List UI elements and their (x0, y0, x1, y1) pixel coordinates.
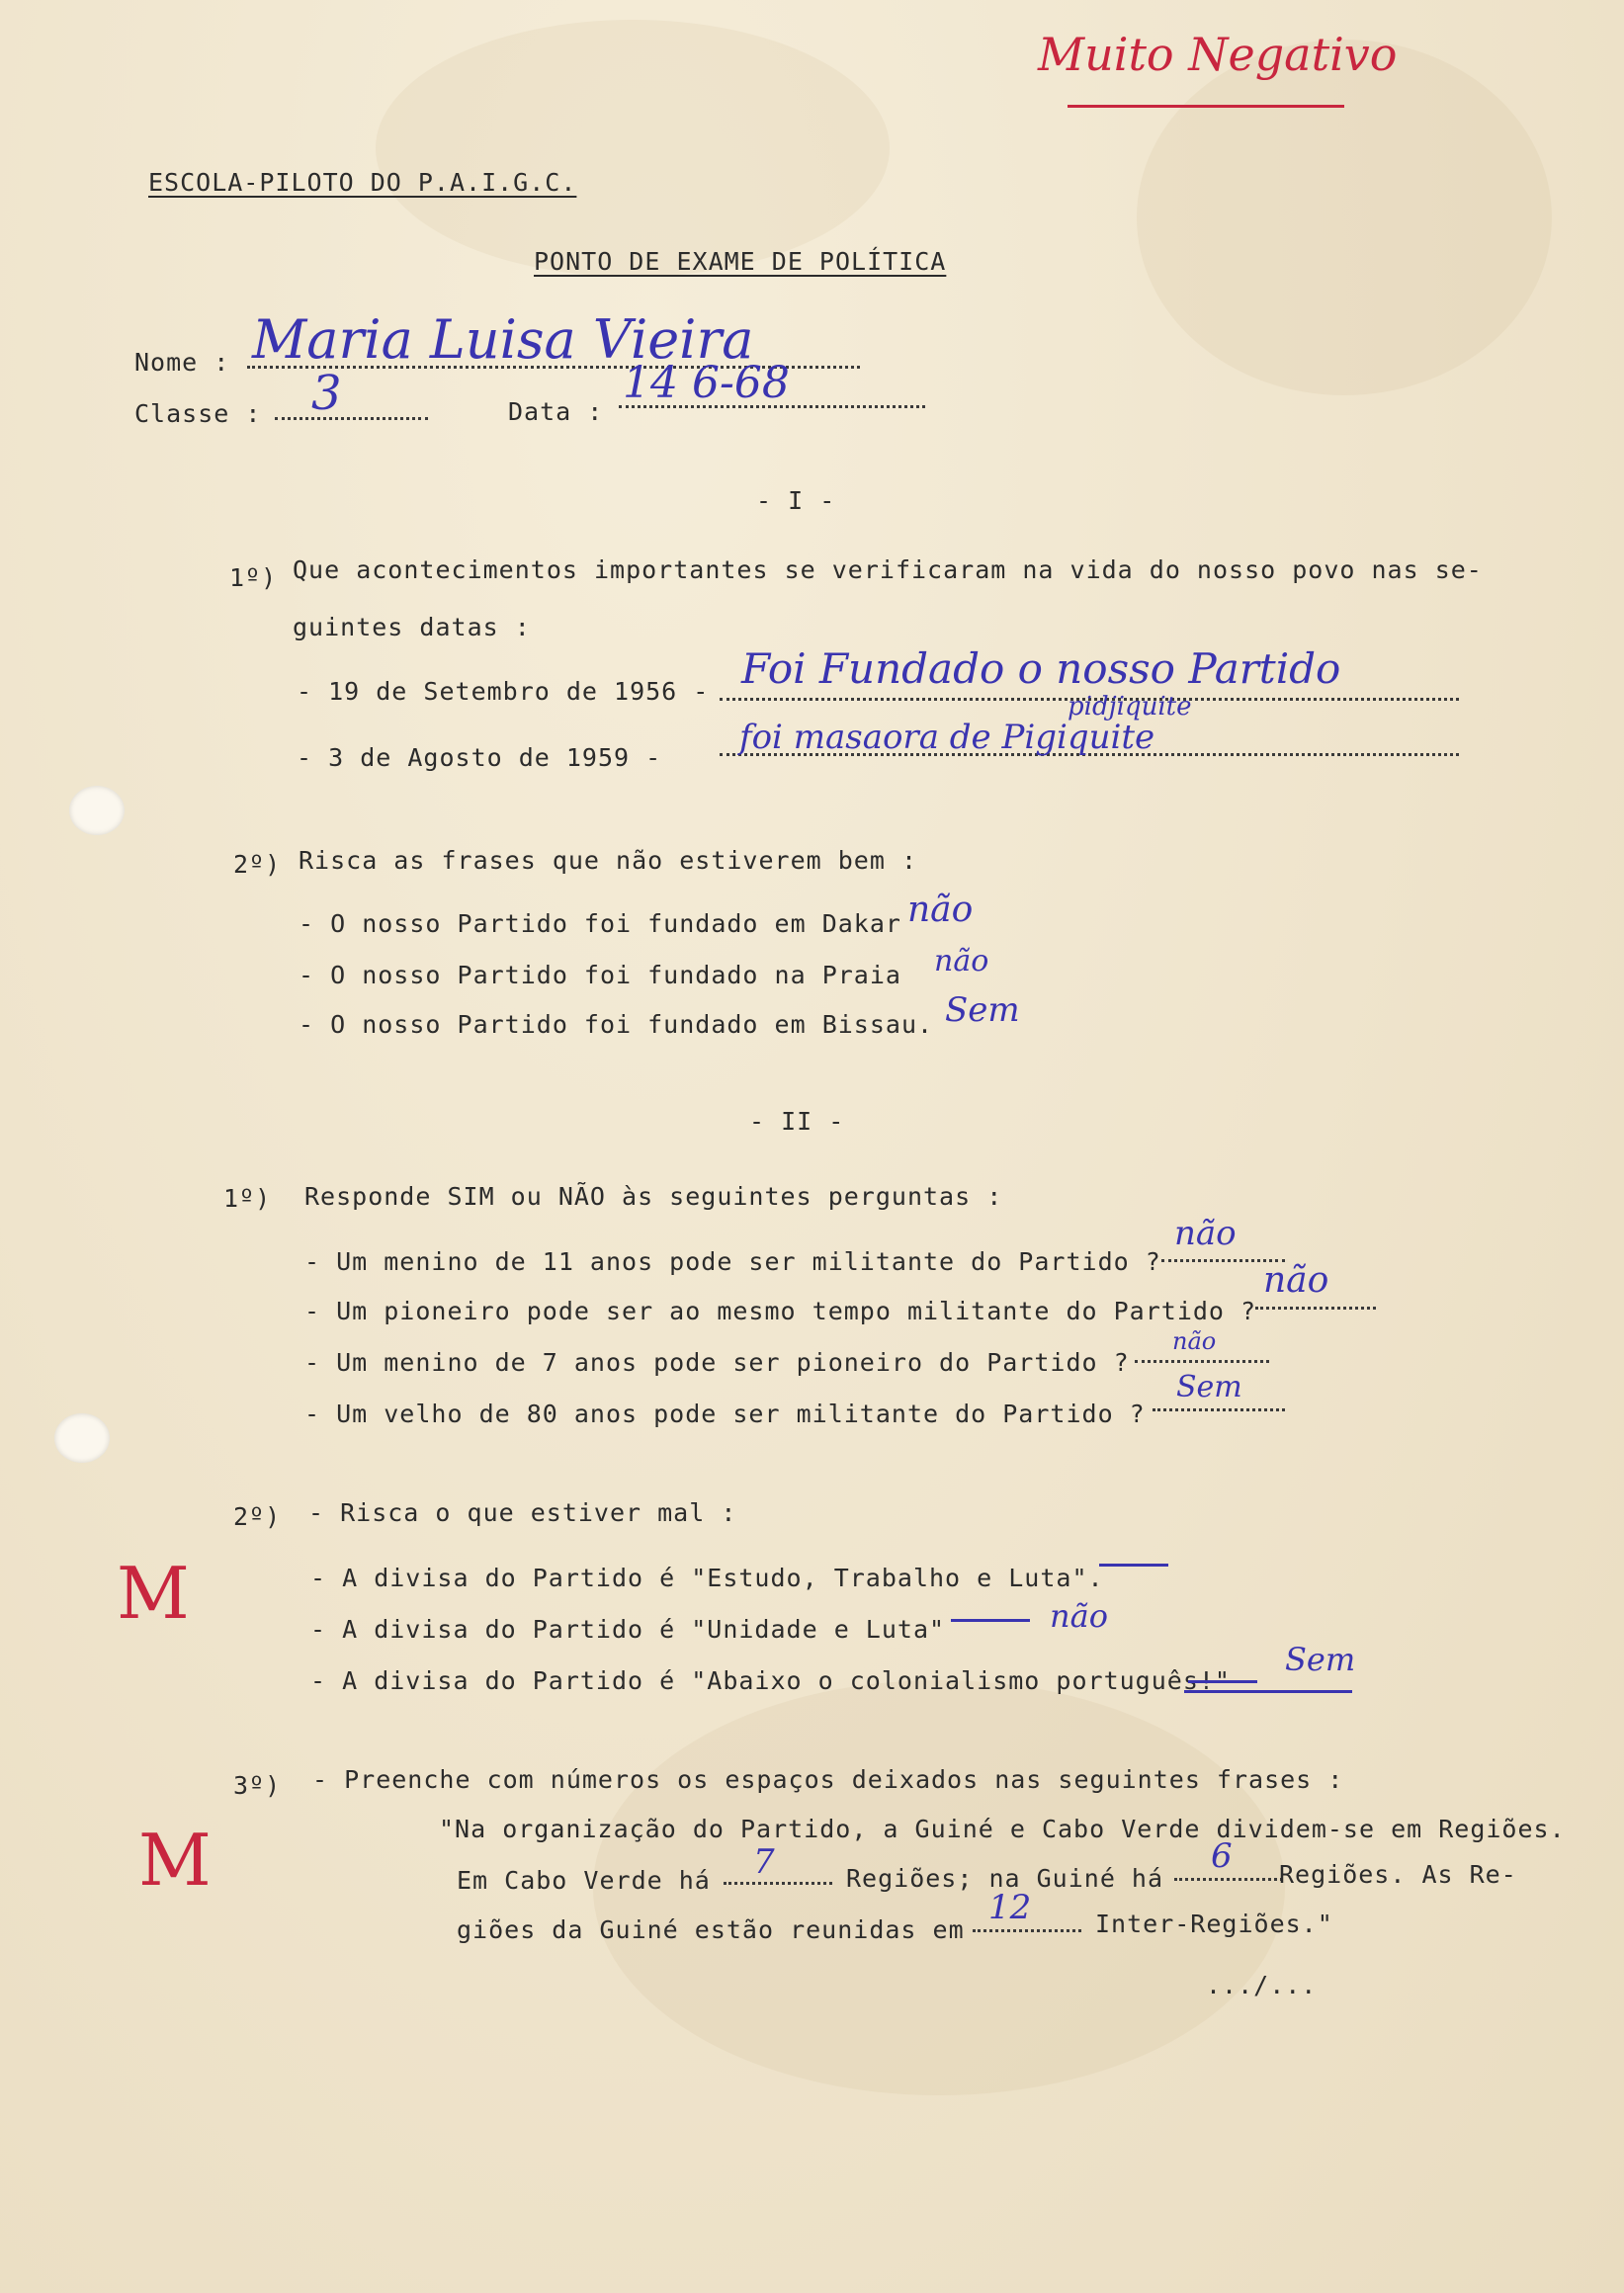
s2-q2-item2: - A divisa do Partido é "Unidade e Luta" (310, 1615, 946, 1644)
s1-q2-item3-answer: Sem (945, 990, 1020, 1030)
s2-q3-blank2-line (1174, 1878, 1283, 1881)
s2-q1-item3-answer: não (1172, 1327, 1217, 1355)
exam-title: PONTO DE EXAME DE POLÍTICA (534, 247, 947, 276)
s1-q1-item1-answer: Foi Fundado o nosso Partido (741, 644, 1341, 693)
s2-q2-item3-strike (1188, 1680, 1257, 1683)
s2-q1-item2-line (1255, 1307, 1376, 1310)
s2-q2-item2-answer: não (1050, 1597, 1108, 1635)
s1-q2-item1-answer: não (907, 890, 974, 930)
s2-q2-item3-answer: Sem (1285, 1641, 1356, 1678)
s2-q2-item3-underline (1184, 1690, 1352, 1693)
student-name: Maria Luisa Vieira (252, 308, 754, 371)
s2-q2-mark: M (117, 1552, 190, 1635)
s2-q1-item2: - Um pioneiro pode ser ao mesmo tempo militante do Partido ? (304, 1297, 1257, 1325)
s2-q2-number: 2º) (233, 1502, 282, 1531)
s1-q1-number: 1º) (229, 563, 278, 592)
s2-q1-item1-answer: não (1174, 1214, 1237, 1253)
section-1-heading: - I - (756, 486, 836, 515)
s1-q2-item2: - O nosso Partido foi fundado na Praia (299, 961, 901, 989)
s2-q1-item3: - Um menino de 7 anos pode ser pioneiro do Partido ? (304, 1348, 1130, 1377)
s1-q2-item3: - O nosso Partido foi fundado em Bissau. (299, 1010, 934, 1039)
s2-q2-item1: - A divisa do Partido é "Estudo, Trabalho e Luta". (310, 1564, 1104, 1592)
s2-q1-item4-line (1153, 1408, 1285, 1411)
s2-q1-number: 1º) (223, 1184, 272, 1213)
continuation-mark: .../... (1206, 1971, 1318, 1999)
class-value: 3 (311, 366, 342, 421)
s2-q3-number: 3º) (233, 1771, 282, 1800)
s2-q3-blank1: 7 (753, 1842, 775, 1882)
s2-q1-item1: - Um menino de 11 anos pode ser militante do Partido ? (304, 1247, 1161, 1276)
s1-q1-item1-label: - 19 de Setembro de 1956 - (297, 677, 710, 706)
class-field-line (275, 417, 428, 420)
s2-q2-item2-strike (951, 1619, 1030, 1622)
s2-q3-line3-a: giões da Guiné estão reunidas em (457, 1915, 965, 1944)
class-label: Classe : (134, 399, 262, 428)
school-name: ESCOLA-PILOTO DO P.A.I.G.C. (148, 168, 577, 197)
s2-q3-blank1-line (724, 1882, 832, 1885)
s2-q1-item4: - Um velho de 80 anos pode ser militante do Partido ? (304, 1400, 1146, 1428)
s2-q3-line2-c: Regiões. As Re- (1279, 1860, 1517, 1889)
s2-q3-blank3-line (973, 1929, 1081, 1932)
date-value: 14 6-68 (623, 358, 790, 408)
s2-q3-blank2: 6 (1211, 1836, 1233, 1876)
s1-q2-item2-answer: não (934, 944, 989, 978)
s2-q3-text: - Preenche com números os espaços deixados nas seguintes frases : (312, 1765, 1344, 1794)
grade-underline (1068, 105, 1344, 108)
s1-q2-number: 2º) (233, 850, 282, 879)
s2-q3-mark: M (138, 1819, 212, 1902)
s1-q1-text-line2: guintes datas : (293, 613, 531, 641)
s2-q3-line2-b: Regiões; na Guiné há (846, 1864, 1164, 1893)
s2-q3-line3-b: Inter-Regiões." (1095, 1910, 1333, 1938)
grade-annotation: Muito Negativo (1038, 28, 1398, 81)
s2-q2-item1-strike (1099, 1564, 1168, 1567)
s2-q3-line2-a: Em Cabo Verde há (457, 1866, 711, 1895)
s2-q1-item4-answer: Sem (1176, 1370, 1242, 1404)
s2-q1-text: Responde SIM ou NÃO às seguintes perguntas : (304, 1182, 1003, 1211)
name-label: Nome : (134, 348, 230, 377)
s1-q1-item2-label: - 3 de Agosto de 1959 - (297, 743, 662, 772)
s1-q2-text: Risca as frases que não estiverem bem : (299, 846, 917, 875)
section-2-heading: - II - (749, 1107, 845, 1136)
s1-q2-item1: - O nosso Partido foi fundado em Dakar (299, 909, 901, 938)
s2-q1-item3-line (1135, 1360, 1269, 1363)
s2-q2-text: - Risca o que estiver mal : (308, 1498, 737, 1527)
punch-hole-top (69, 786, 125, 835)
s2-q1-item2-answer: não (1263, 1260, 1329, 1301)
punch-hole-bottom (54, 1413, 110, 1463)
s2-q3-blank3: 12 (988, 1888, 1032, 1927)
s2-q3-line1: "Na organização do Partido, a Guiné e Cabo Verde dividem-se em Regiões. (439, 1815, 1566, 1843)
s1-q1-text-line1: Que acontecimentos importantes se verificaram na vida do nosso povo nas se- (293, 555, 1483, 584)
s2-q2-item3: - A divisa do Partido é "Abaixo o colonialismo português!" (310, 1666, 1231, 1695)
s1-q1-item2-correction: pidjiquite (1068, 692, 1192, 722)
s1-q1-item2-answer: foi masaora de Pigiquite (739, 718, 1155, 757)
date-label: Data : (508, 397, 604, 426)
